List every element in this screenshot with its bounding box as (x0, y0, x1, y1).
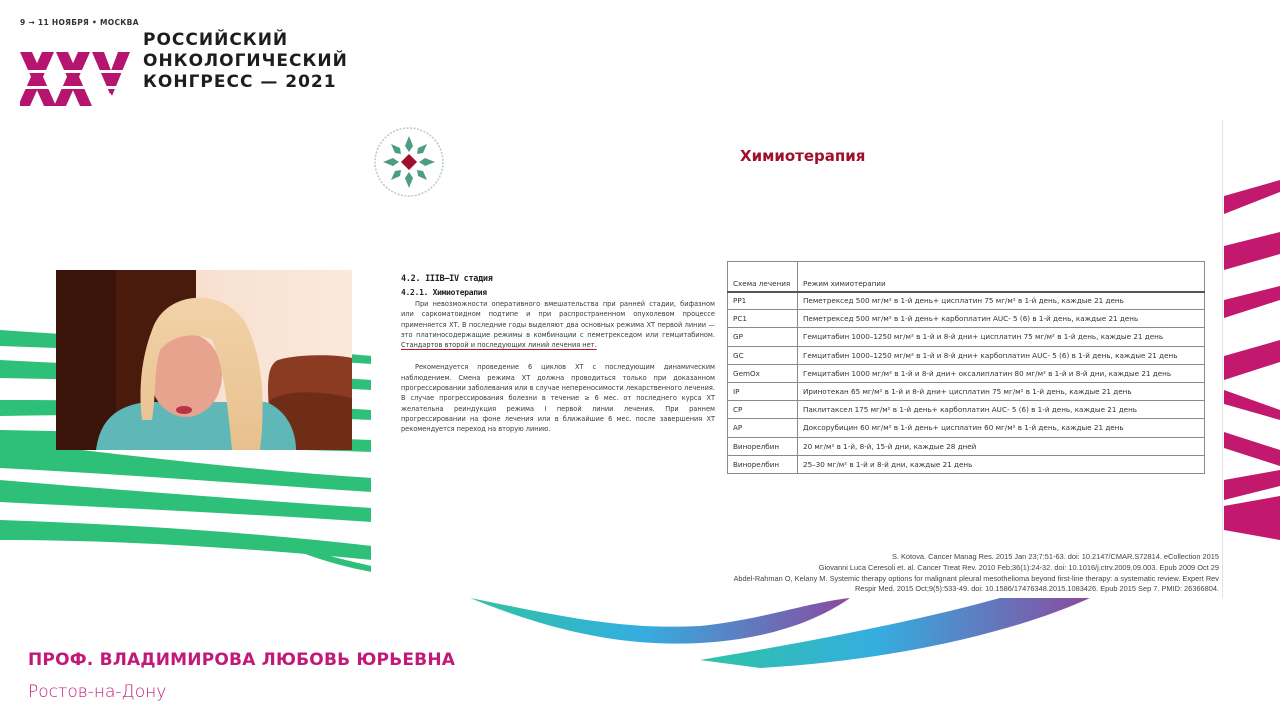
table-row (728, 328, 1205, 346)
regimen-cell: Гемцитабин 1000–1250 мг/м² в 1-й и 8-й дни+ карбоплатин AUC- 5 (6) в 1-й день, каждые 21 день (798, 346, 1205, 364)
chemotherapy-regimen-table (727, 261, 1205, 474)
scheme-cell: GP (728, 328, 798, 346)
pink-stripes (1224, 180, 1280, 540)
table-row (728, 346, 1205, 364)
conference-title-line-2: ОНКОЛОГИЧЕСКИЙ (143, 51, 348, 71)
gradient-swoosh (470, 598, 850, 644)
scheme-cell: Винорелбин (728, 455, 798, 473)
scheme-cell: CP (728, 401, 798, 419)
scheme-cell: GemOx (728, 364, 798, 382)
table-row (728, 437, 1205, 455)
table-row (728, 455, 1205, 473)
table-row (728, 292, 1205, 310)
speaker-name: ПРОФ. ВЛАДИМИРОВА ЛЮБОВЬ ЮРЬЕВНА (28, 650, 456, 670)
column-header-scheme: Схема лечения (728, 262, 798, 292)
regimen-cell: 20 мг/м² в 1-й, 8-й, 15-й дни, каждые 28 дней (798, 437, 1205, 455)
speaker-city: Ростов-на-Дону (28, 682, 167, 702)
guideline-excerpt (401, 274, 715, 435)
presentation-slide (371, 120, 1223, 598)
slide-title: Химиотерапия (740, 147, 866, 165)
references (639, 552, 1219, 595)
conference-title-line-3: КОНГРЕСС — 2021 (143, 72, 337, 92)
regimen-cell: Пеметрексед 500 мг/м² в 1-й день+ карбоплатин AUC- 5 (6) в 1-й день, каждые 21 день (798, 310, 1205, 328)
conference-date-location: 9 → 11 НОЯБРЯ • МОСКВА (20, 18, 139, 27)
conference-title (143, 30, 348, 93)
scheme-cell: IP (728, 382, 798, 400)
regimen-cell: Иринотекан 65 мг/м² в 1-й и 8-й дни+ цисплатин 75 мг/м² в 1-й день, каждые 21 день (798, 382, 1205, 400)
table-row (728, 401, 1205, 419)
excerpt-subheading: 4.2.1. Химиотерапия (401, 288, 487, 297)
scheme-cell: PC1 (728, 310, 798, 328)
paragraph-1-text: При невозможности оперативного вмешательства при ранней стадии, бифазном или саркоматоидном подтипе и при распространенном опухолевом процессе применяется ХТ. В последние годы выделяют два основных режима ХТ первой линии — это платиносодержащие режимы в комбинации с пеметрекседом или гемцитабином. (401, 300, 715, 339)
table-row (728, 382, 1205, 400)
reference-item: Giovanni Luca Ceresoli et. al. Cancer Treat Rev. 2010 Feb;36(1):24-32. doi: 10.1016/j.ctrv.2009.09.003. Epub 2009 Oct 29 (818, 562, 1219, 572)
column-header-regimen: Режим химиотерапии (798, 262, 1205, 292)
table-header-row (728, 262, 1205, 292)
conference-title-line-1: РОССИЙСКИЙ (143, 30, 289, 50)
regimen-cell: 25–30 мг/м² в 1-й и 8-й дни, каждые 21 день (798, 455, 1205, 473)
russco-logo-icon (371, 124, 447, 200)
scheme-cell: GC (728, 346, 798, 364)
excerpt-paragraph-2: Рекомендуется проведение 6 циклов ХТ с последующим динамическим наблюдением. Смена режима ХТ должна проводиться только при доказанном прогрессировании заболевания или в случае непереносимости лекарственного лечения. В случае прогрессирования болезни в течение ≥ 6 мес. от последнего курса ХТ желательна реиндукция режима I первой линии лечения. При раннем прогрессировании на фоне лечения или в ближайшие 6 мес. после завершения ХТ рекомендуется переход на вторую линию. (401, 363, 715, 434)
excerpt-heading: 4.2. IIIB–IV стадия (401, 274, 493, 284)
underlined-statement: Стандартов второй и последующих линий лечения нет. (401, 341, 597, 350)
scheme-cell: PP1 (728, 292, 798, 310)
reference-item: Respir Med. 2015 Oct;9(5):533-49. doi: 10.1586/17476348.2015.1083426. Epub 2015 Sep 7. PMID: 26366804. (854, 584, 1219, 594)
reference-item: Abdel-Rahman O, Kelany M. Systemic therapy options for malignant pleural mesothelioma beyond first-line therapy: a systematic review. Expert Rev (733, 573, 1219, 583)
speaker-video (56, 270, 352, 450)
scheme-cell: Винорелбин (728, 437, 798, 455)
regimen-cell: Доксорубицин 60 мг/м² в 1-й день+ цисплатин 60 мг/м² в 1-й день, каждые 21 день (798, 419, 1205, 437)
table-row (728, 310, 1205, 328)
table-row (728, 364, 1205, 382)
regimen-cell: Пеметрексед 500 мг/м² в 1-й день+ цисплатин 75 мг/м² в 1-й день, каждые 21 день (798, 292, 1205, 310)
excerpt-paragraph-1 (401, 299, 715, 350)
scheme-cell: AP (728, 419, 798, 437)
video-frame-illustration (56, 270, 352, 450)
reference-item: S. Kotova. Cancer Manag Res. 2015 Jan 23;7:51-63. doi: 10.2147/CMAR.S72814. eCollection 2015 (891, 552, 1219, 561)
regimen-cell: Гемцитабин 1000 мг/м² в 1-й и 8-й дни+ оксалиплатин 80 мг/м² в 1-й и 8-й дни, каждые 21 день (798, 364, 1205, 382)
xxv-logo-icon (20, 34, 130, 106)
table-row (728, 419, 1205, 437)
regimen-cell: Паклитаксел 175 мг/м² в 1-й день+ карбоплатин AUC- 5 (6) в 1-й день, каждые 21 день (798, 401, 1205, 419)
regimen-cell: Гемцитабин 1000–1250 мг/м² в 1-й и 8-й дни+ цисплатин 75 мг/м² в 1-й день, каждые 21 день (798, 328, 1205, 346)
